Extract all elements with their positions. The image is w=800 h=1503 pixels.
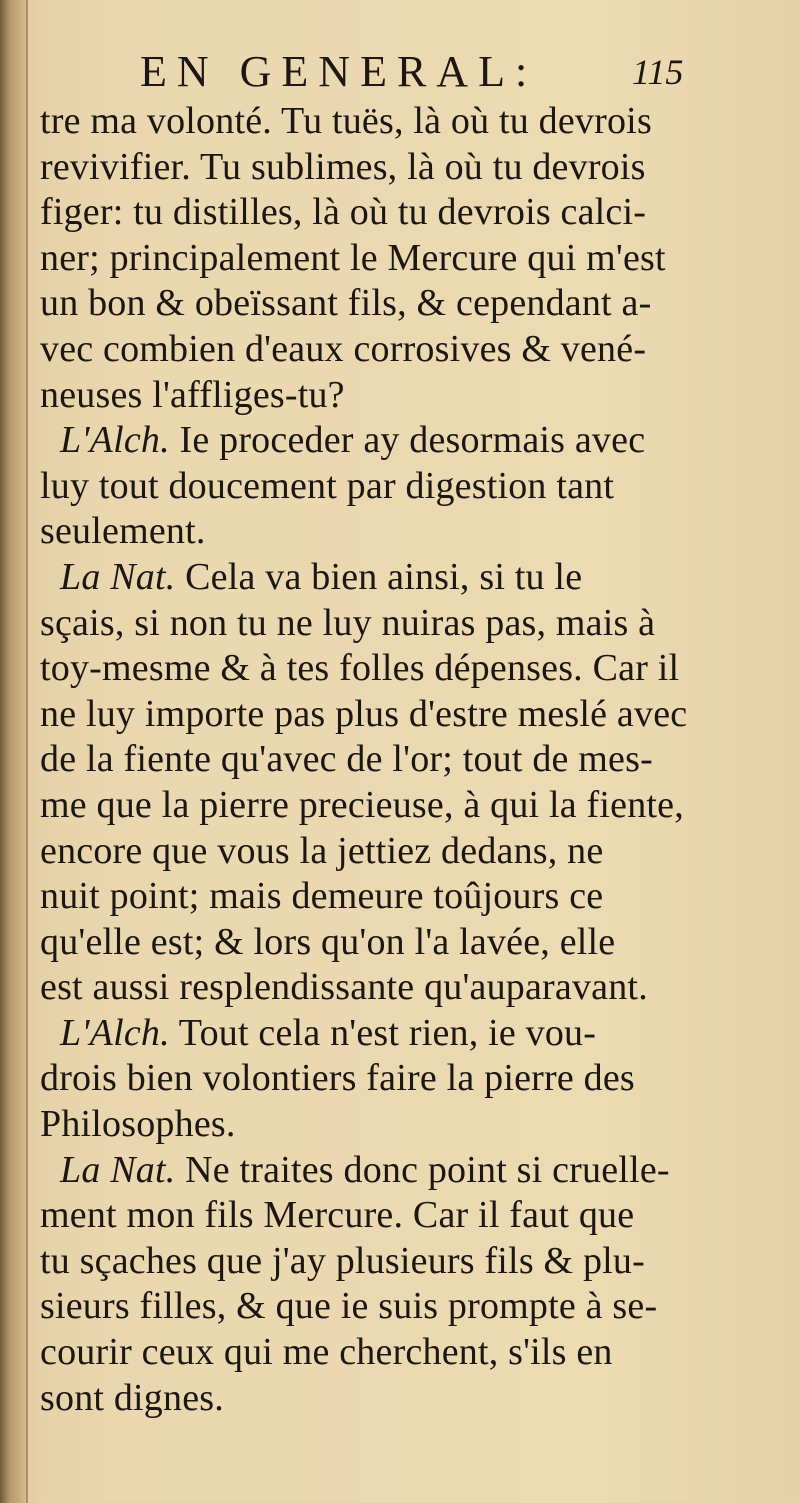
text-line: me que la pierre precieuse, à qui la fiente, — [40, 783, 684, 826]
text-line: La Nat. Ne traites donc point si cruelle- — [60, 1148, 670, 1191]
text-line: seulement. — [40, 510, 206, 553]
text-line: tre ma volonté. Tu tuës, là où tu devrois — [40, 100, 652, 142]
text-line: drois bien volontiers faire la pierre des — [40, 1057, 635, 1100]
text-line: Philosophes. — [40, 1103, 236, 1146]
text-line: sont dignes. — [40, 1376, 224, 1419]
text-line: luy tout doucement par digestion tant — [40, 464, 615, 507]
text-line: sçais, si non tu ne luy nuiras pas, mais à — [40, 601, 656, 644]
speaker-label: La Nat. — [60, 1148, 176, 1191]
text-line: encore que vous la jettiez dedans, ne — [40, 829, 604, 872]
text-line: L'Alch. Ie proceder ay desormais avec — [60, 419, 646, 462]
speaker-label: La Nat. — [60, 555, 176, 598]
text-line: neuses l'affliges-tu? — [40, 373, 345, 416]
text-line: revivifier. Tu sublimes, là où tu devrois — [40, 145, 646, 188]
text-line: ne luy importe pas plus d'estre meslé avec — [40, 692, 688, 735]
page-header — [0, 40, 800, 100]
text-line: sieurs filles, & que ie suis prompte à se- — [40, 1285, 658, 1328]
text-line: toy-mesme & à tes folles dépenses. Car il — [40, 647, 680, 690]
gutter-shadow — [26, 0, 28, 1503]
text-line: ment mon fils Mercure. Car il faut que — [40, 1194, 635, 1237]
page-gutter — [0, 0, 28, 1503]
text-line: de la fiente qu'avec de l'or; tout de mes- — [40, 738, 653, 781]
text-body — [40, 99, 690, 1421]
text-line: ner; principalement le Mercure qui m'est — [40, 236, 666, 279]
speaker-label: L'Alch. — [60, 1011, 170, 1054]
running-head: EN GENERAL: — [140, 47, 538, 96]
text-line: nuit point; mais demeure toûjours ce — [40, 875, 604, 918]
text-line: tu sçaches que j'ay plusieurs fils & plu- — [40, 1239, 645, 1282]
text-line: figer: tu distilles, là où tu devrois calci- — [40, 191, 647, 234]
text-line: un bon & obeïssant fils, & cependant a- — [40, 282, 652, 325]
text-line: courir ceux qui me cherchent, s'ils en — [40, 1331, 613, 1374]
page-number: 115 — [632, 52, 684, 92]
text-line: L'Alch. Tout cela n'est rien, ie vou- — [60, 1011, 597, 1054]
text-line: qu'elle est; & lors qu'on l'a lavée, elle — [40, 920, 616, 963]
speaker-label: L'Alch. — [60, 419, 170, 462]
text-line: est aussi resplendissante qu'auparavant. — [40, 966, 648, 1009]
text-line: vec combien d'eaux corrosives & vené- — [40, 327, 647, 370]
text-line: La Nat. Cela va bien ainsi, si tu le — [60, 555, 583, 598]
